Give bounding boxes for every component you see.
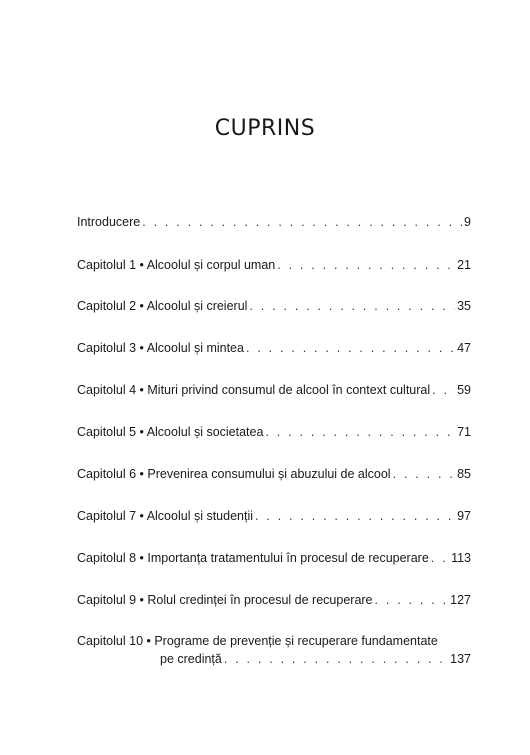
dot-leader	[431, 551, 449, 565]
toc-entry-label: Capitolul 9 • Rolul credinței în procesul de recuperare	[77, 593, 373, 607]
toc-entry-label-cont: pe credință	[160, 652, 222, 666]
toc-page-number: 59	[457, 383, 471, 397]
toc-page-number: 21	[457, 258, 471, 272]
toc-entry-chapter-2[interactable]	[77, 299, 471, 317]
toc-page-number: 113	[451, 551, 471, 565]
toc-entry-chapter-8[interactable]	[77, 551, 471, 569]
dot-leader	[277, 258, 455, 272]
toc-entry-label: Introducere	[77, 215, 141, 229]
dot-leader	[432, 383, 455, 397]
toc-entry-label: Capitolul 7 • Alcoolul și studenții	[77, 509, 254, 523]
dot-leader	[246, 341, 455, 355]
toc-entry-chapter-1[interactable]	[77, 258, 471, 276]
toc-entry-label: Capitolul 8 • Importanța tratamentului în procesul de recuperare	[77, 551, 429, 565]
toc-entry-label: Capitolul 5 • Alcoolul și societatea	[77, 425, 264, 439]
page-title: CUPRINS	[214, 116, 316, 141]
toc-entry-chapter-4[interactable]	[77, 383, 471, 401]
toc-entry-chapter-10-cont[interactable]	[77, 652, 471, 670]
toc-entry-chapter-6[interactable]	[77, 467, 471, 485]
dot-leader	[265, 425, 455, 439]
dot-leader	[393, 467, 456, 481]
toc-page-number: 71	[457, 425, 471, 439]
toc-entry-chapter-9[interactable]	[77, 593, 471, 611]
dot-leader	[375, 593, 449, 607]
dot-leader	[142, 215, 462, 229]
dot-leader	[224, 652, 448, 666]
toc-entry-chapter-7[interactable]	[77, 509, 471, 527]
toc-page-number: 35	[457, 299, 471, 313]
toc-entry-chapter-5[interactable]	[77, 425, 471, 443]
toc-page-number: 137	[450, 652, 471, 666]
toc-page-number: 9	[464, 215, 471, 229]
toc-entry-label: Capitolul 6 • Prevenirea consumului și abuzului de alcool	[77, 467, 391, 481]
toc-entry-label: Capitolul 1 • Alcoolul și corpul uman	[77, 258, 276, 272]
toc-entry-chapter-3[interactable]	[77, 341, 471, 359]
dot-leader	[249, 299, 455, 313]
toc-entry-label: Capitolul 2 • Alcoolul și creierul	[77, 299, 248, 313]
toc-entry-chapter-10[interactable]	[77, 634, 471, 652]
toc-entry-introducere[interactable]	[77, 215, 471, 233]
toc-page-number: 127	[450, 593, 471, 607]
toc-page-number: 97	[457, 509, 471, 523]
toc-entry-label: Capitolul 10 • Programe de prevenție și recuperare fundamentate	[77, 634, 438, 648]
toc-entry-label: Capitolul 3 • Alcoolul și mintea	[77, 341, 244, 355]
toc-entry-label: Capitolul 4 • Mituri privind consumul de alcool în context cultural	[77, 383, 431, 397]
dot-leader	[255, 509, 455, 523]
toc-page-number: 85	[457, 467, 471, 481]
toc-page-number: 47	[457, 341, 471, 355]
